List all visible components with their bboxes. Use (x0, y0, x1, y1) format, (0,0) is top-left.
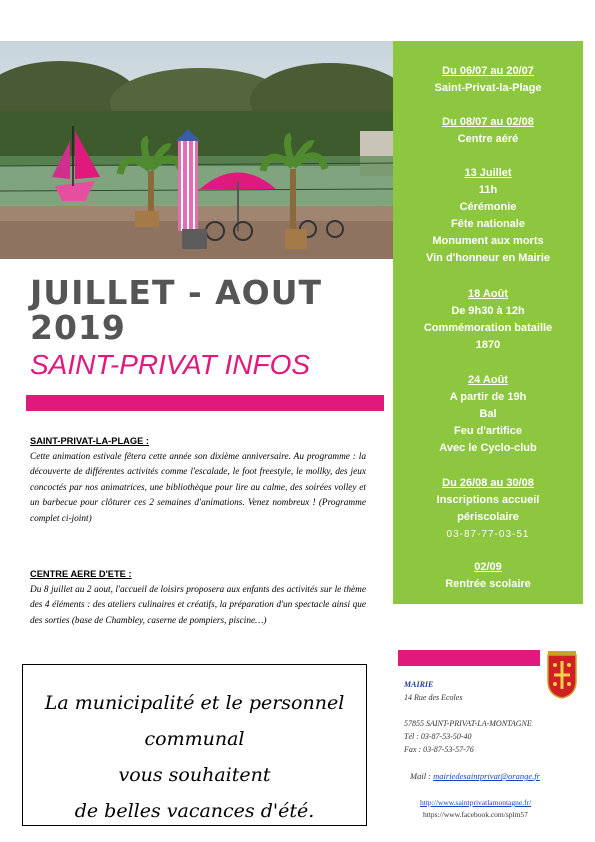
event-item (393, 559, 583, 593)
title-line-1: JUILLET - AOUT (30, 273, 323, 312)
event-date: 02/09 (474, 561, 502, 573)
event-date: Du 26/08 au 30/08 (442, 477, 534, 489)
event-line: Commémoration bataille (423, 322, 553, 334)
mairie-city: 57855 SAINT-PRIVAT-LA-MONTAGNE (404, 719, 532, 728)
event-line: Monument aux morts (432, 235, 544, 247)
message-line: de belles vacances d'été. (74, 800, 315, 822)
subtitle: SAINT-PRIVAT INFOS (30, 349, 311, 380)
article-body: Cette animation estivale fêtera cette année son dixième anniversaire. Au programme : la découverte de différentes activités comme l'escalade, le foot freestyle, le mollky, des jeux concoctés par nos animatrices, une bibliothèque pour lire au calme, des soirées volley et un barbecue pour clôturer ces 2 semaines d'animations. Venez nombreux ! (Programme complet ci-joint) (30, 451, 366, 524)
event-line: Avec le Cyclo-club (439, 442, 537, 454)
article-heading: SAINT-PRIVAT-LA-PLAGE : (30, 436, 149, 446)
mairie-phone: Tél : 03-87-53-50-40 (404, 732, 472, 741)
event-line: Feu d'artifice (453, 425, 523, 437)
event-item (393, 372, 583, 457)
pink-divider (26, 395, 384, 411)
event-line: Inscriptions accueil (436, 494, 540, 506)
mairie-pink-bar (398, 650, 540, 666)
event-date: Du 06/07 au 20/07 (442, 65, 534, 77)
website-link[interactable]: http://www.saintprivatlamontagne.fr/ (420, 798, 532, 807)
event-date: 18 Août (468, 288, 508, 300)
mairie-fax: Fax : 03-87-53-57-76 (404, 745, 474, 754)
event-item (393, 165, 583, 267)
event-line: Rentrée scolaire (445, 578, 531, 590)
article-centre-aere (30, 567, 366, 629)
facebook-link[interactable]: https://www.facebook.com/splm57 (423, 810, 528, 819)
message-line: La municipalité et le personnel (44, 692, 345, 714)
event-item (393, 114, 583, 148)
event-line: Fête nationale (451, 218, 525, 230)
event-line: Vin d'honneur en Mairie (425, 252, 551, 264)
event-phone: 03-87-77-03-51 (446, 529, 530, 540)
event-item (393, 475, 583, 543)
event-date: 13 Juillet (464, 167, 512, 179)
mail-label: Mail : (410, 771, 434, 781)
agenda-panel (393, 41, 583, 604)
event-item (393, 63, 583, 97)
event-line: A partir de 19h (449, 391, 527, 403)
holiday-message-box (22, 664, 367, 826)
article-heading: CENTRE AERE D'ETE : (30, 569, 132, 579)
mail-link[interactable]: mairiedesaintprivat@orange.fr (433, 771, 540, 781)
event-date: Du 08/07 au 02/08 (442, 116, 534, 128)
event-line: Centre aéré (457, 133, 519, 145)
event-date: 24 Août (468, 374, 508, 386)
mairie-mail (410, 771, 540, 781)
header-photo (0, 41, 393, 259)
coat-of-arms-icon (546, 651, 578, 699)
event-line: Saint-Privat-la-Plage (434, 82, 542, 94)
event-line: Cérémonie (459, 201, 517, 213)
message-line: vous souhaitent (118, 764, 271, 786)
mairie-title: MAIRIE (404, 680, 434, 689)
event-line: 1870 (475, 339, 501, 351)
message-line: communal (144, 728, 245, 750)
event-line: Bal (479, 408, 497, 420)
article-body: Du 8 juillet au 2 aout, l'accueil de loisirs proposera aux enfants des activités sur le thème des 4 éléments : des ateliers culinaires et créatifs, la préparation d'un spectacle ainsi que des sorties (base de Chambley, caserne de pompiers, piscine…) (30, 584, 366, 626)
title-year: 2019 (30, 308, 126, 347)
event-item (393, 286, 583, 354)
article-plage (30, 434, 366, 527)
event-line: De 9h30 à 12h (451, 305, 525, 317)
mairie-street: 14 Rue des Ecoles (404, 693, 463, 702)
event-line: périscolaire (457, 511, 519, 523)
event-line: 11h (478, 184, 498, 196)
